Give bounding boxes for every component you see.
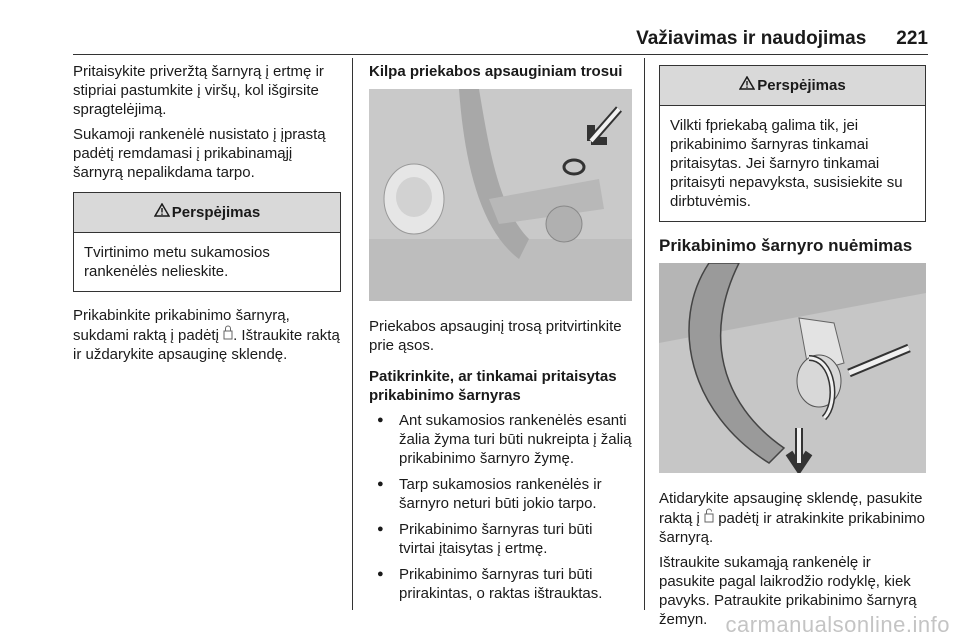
- list-item: ● Tarp sukamosios rankenėlės ir šarnyro neturi būti jokio tarpo.: [369, 475, 632, 513]
- caption: Priekabos apsauginį trosą pritvirtinkite prie ąsos.: [369, 318, 622, 354]
- check-list: [369, 411, 632, 603]
- heading-coupling-removal: Prikabinimo šarnyro nuėmimas: [659, 236, 913, 255]
- column-divider-1: [352, 58, 353, 610]
- warning-header: [74, 193, 340, 233]
- warning-triangle-icon: [154, 203, 170, 222]
- illustration-coupling-removal: [659, 263, 926, 473]
- warning-box: [73, 192, 341, 292]
- text-span: . Ištraukite raktą ir uždarykite apsauginę sklendę.: [73, 327, 340, 363]
- page-number: 221: [896, 28, 928, 49]
- list-item: ● Prikabinimo šarnyras turi būti prirakintas, o raktas ištrauktas.: [369, 565, 632, 603]
- column-left: [73, 62, 341, 370]
- warning-text: Vilkti fpriekabą galima tik, jei prikabinimo šarnyras tinkamai pritaisytas. Jei šarnyro tinkamai pritaisyti nepavyksta, susisiekite su dirbtuvėmis.: [670, 117, 903, 210]
- paragraph: [659, 489, 926, 547]
- lock-open-key-icon: [704, 508, 714, 528]
- illustration-cable-eye: [369, 89, 632, 301]
- heading-check-coupling: Patikrinkite, ar tinkamai pritaisytas prikabinimo šarnyras: [369, 368, 617, 404]
- lock-closed-key-icon: [223, 325, 233, 345]
- warning-header: [660, 66, 925, 106]
- warning-title: Perspėjimas: [171, 204, 261, 221]
- warning-text: Tvirtinimo metu sukamosios rankenėlės nelieskite.: [84, 244, 270, 280]
- column-middle: [369, 62, 632, 610]
- list-item: ● Ant sukamosios rankenėlės esanti žalia žyma turi būti nukreipta į žalią prikabinimo šarnyro žymę.: [369, 411, 632, 468]
- paragraph: [73, 306, 341, 364]
- warning-box: [659, 65, 926, 222]
- warning-title: Perspėjimas: [757, 77, 846, 94]
- heading-safety-cable-loop: Kilpa priekabos apsauginiam trosui: [369, 63, 623, 80]
- paragraph: Sukamoji rankenėlė nusistato į įprastą padėtį remdamasi į prikabinamąjį šarnyrą nepalikdama tarpo.: [73, 126, 326, 181]
- paragraph: Pritaisykite priveržtą šarnyrą į ertmę ir stipriai pastumkite į viršų, kol išgirsite spragtelėjimą.: [73, 63, 324, 118]
- column-right: [659, 58, 926, 635]
- text-span: Prikabinkite prikabinimo šarnyrą, sukdami raktą į padėtį: [73, 307, 290, 344]
- page-header: [73, 22, 928, 55]
- list-item: ● Prikabinimo šarnyras turi būti tvirtai įtaisytas į ertmę.: [369, 520, 632, 558]
- section-title: Važiavimas ir naudojimas: [636, 28, 867, 49]
- watermark: carmanualsonline.info: [725, 612, 950, 637]
- warning-triangle-icon: [739, 76, 755, 95]
- paragraph: Ištraukite sukamąją rankenėlę ir pasukite pagal laikrodžio rodyklę, kiek pavyks. Patraukite prikabinimo šarnyrą žemyn.: [659, 554, 917, 628]
- text-span: padėtį ir atrakinkite prikabinimo šarnyrą.: [659, 510, 925, 546]
- column-divider-2: [644, 58, 645, 610]
- text-span: Atidarykite apsauginę sklendę, pasukite raktą į: [659, 490, 923, 527]
